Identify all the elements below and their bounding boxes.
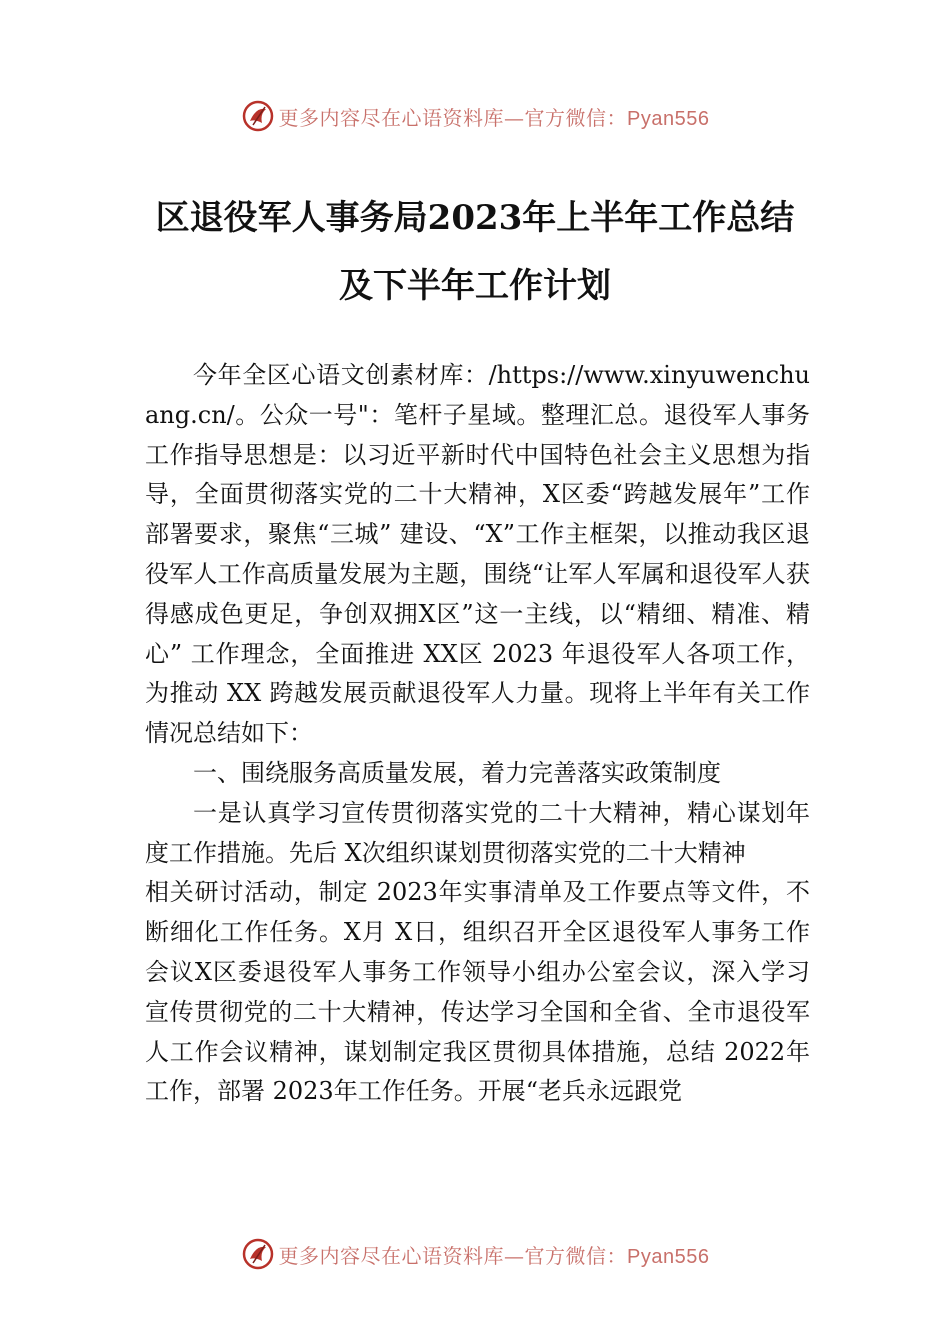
paragraph-intro: 今年全区心语文创素材库：/https://www.xinyuwenchuang.cn/。公众一号"：笔杆子星域。整理汇总。退役军人事务工作指导思想是：以习近平新时代中国特色社会主义思想为指导，全面贯彻落实党的二十大精神，X区委“跨越发展年”工作部署要求，聚焦“三城” 建设、“X”工作主框架，以推动我区退役军人工作高质量发展为主题，围绕“让军人军属和退役军人获得感成色更足，争创双拥X区”这一主线，以“精细、精准、精心” 工作理念，全面推进 XX区 2023 年退役军人各项工作，为推动 XX 跨越发展贡献退役军人力量。现将上半年有关工作情况总结如下： (145, 361, 810, 748)
document-title-line2: 及下半年工作计划 (339, 266, 611, 306)
document-body (145, 356, 810, 1112)
watermark-text: 更多内容尽在心语资料库—官方微信：Pyan556 (278, 105, 710, 130)
seal-logo-icon (241, 1237, 275, 1271)
paragraph-continuation: 相关研讨活动，制定 2023年实事清单及工作要点等文件，不断细化工作任务。X月 X日，组织召开全区退役军人事务工作会议X区委退役军人事务工作领导小组办公室会议，深入学习宣传贯彻党的二十大精神，传达学习全国和全省、全市退役军人工作会议精神，谋划制定我区贯彻具体措施，总结 2022年工作，部署 2023年工作任务。开展“老兵永远跟党 (145, 878, 810, 1106)
seal-logo-icon (241, 99, 275, 133)
watermark-header (0, 96, 950, 136)
document-title-line1: 区退役军人事务局2023年上半年工作总结 (155, 198, 795, 238)
watermark-footer (0, 1234, 950, 1274)
paragraph-point-one: 一是认真学习宣传贯彻落实党的二十大精神，精心谋划年度工作措施。先后 X次组织谋划贯彻落实党的二十大精神 (145, 798, 810, 867)
section-heading: 一、围绕服务高质量发展，着力完善落实政策制度 (193, 758, 721, 787)
watermark-text: 更多内容尽在心语资料库—官方微信：Pyan556 (278, 1243, 710, 1268)
